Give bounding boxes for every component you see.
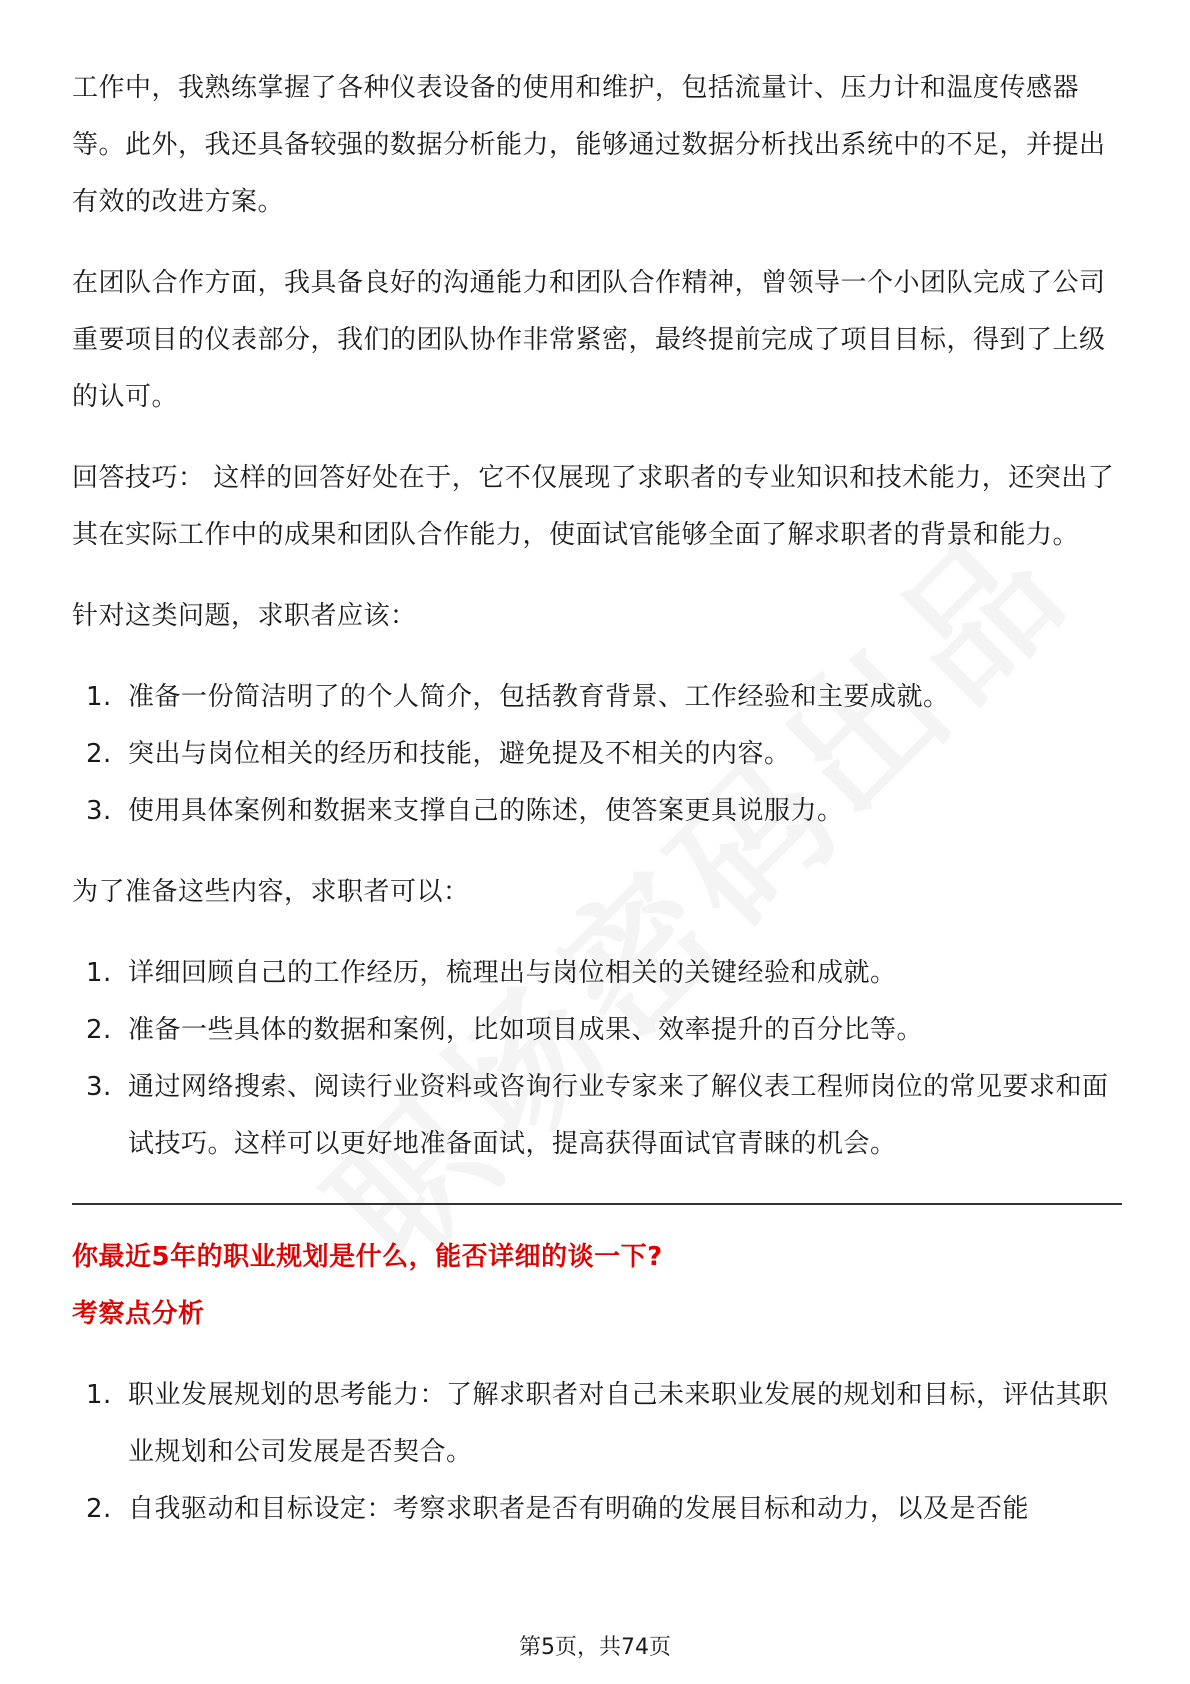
list-number: 1. — [86, 682, 112, 712]
page-footer: 第5页，共74页 — [519, 1635, 671, 1660]
list-text: 详细回顾自己的工作经历，梳理出与岗位相关的关键经验和成就。 — [128, 958, 897, 988]
list-number: 2. — [86, 739, 112, 769]
list-text: 突出与岗位相关的经历和技能，避免提及不相关的内容。 — [128, 739, 791, 769]
list-text: 自我驱动和目标设定：考察求职者是否有明确的发展目标和动力，以及是否能 — [128, 1494, 1030, 1524]
list-number: 1. — [86, 1380, 112, 1410]
list-number: 2. — [86, 1015, 112, 1045]
list-number: 3. — [86, 796, 112, 826]
paragraph-answer-tips: 回答技巧： 这样的回答好处在于，它不仅展现了求职者的专业知识和技术能力，还突出了其在实际工作中的成果和团队合作能力，使面试官能够全面了解求职者的背景和能力。 — [72, 463, 1115, 550]
page-content — [72, 60, 1122, 1562]
list-number: 3. — [86, 1072, 112, 1102]
list-prepare — [72, 945, 1122, 1173]
list-analysis — [72, 1367, 1122, 1538]
paragraph-teamwork: 在团队合作方面，我具备良好的沟通能力和团队合作精神，曾领导一个小团队完成了公司重要项目的仪表部分，我们的团队协作非常紧密，最终提前完成了项目目标，得到了上级的认可。 — [72, 268, 1106, 412]
list-text: 通过网络搜索、阅读行业资料或咨询行业专家来了解仪表工程师岗位的常见要求和面试技巧。这样可以更好地准备面试，提高获得面试官青睐的机会。 — [128, 1072, 1109, 1159]
list-item — [72, 1059, 1122, 1173]
list-text: 使用具体案例和数据来支撑自己的陈述，使答案更具说服力。 — [128, 796, 844, 826]
list-item — [72, 669, 1122, 726]
paragraph-should-intro: 针对这类问题，求职者应该： — [72, 601, 417, 631]
analysis-heading: 考察点分析 — [72, 1299, 205, 1329]
list-text: 职业发展规划的思考能力：了解求职者对自己未来职业发展的规划和目标，评估其职业规划和公司发展是否契合。 — [128, 1380, 1109, 1467]
paragraph-skills: 工作中，我熟练掌握了各种仪表设备的使用和维护，包括流量计、压力计和温度传感器等。此外，我还具备较强的数据分析能力，能够通过数据分析找出系统中的不足，并提出有效的改进方案。 — [72, 73, 1106, 217]
list-text: 准备一些具体的数据和案例，比如项目成果、效率提升的百分比等。 — [128, 1015, 924, 1045]
question-heading: 你最近5年的职业规划是什么，能否详细的谈一下? — [72, 1242, 663, 1272]
section-divider — [72, 1203, 1122, 1205]
list-number: 1. — [86, 958, 112, 988]
list-number: 2. — [86, 1494, 112, 1524]
list-item — [72, 945, 1122, 1002]
list-text: 准备一份简洁明了的个人简介，包括教育背景、工作经验和主要成就。 — [128, 682, 950, 712]
list-item — [72, 783, 1122, 840]
list-item — [72, 1481, 1122, 1538]
paragraph-prepare-intro: 为了准备这些内容，求职者可以： — [72, 877, 470, 907]
list-item — [72, 1002, 1122, 1059]
list-should — [72, 669, 1122, 840]
list-item — [72, 1367, 1122, 1481]
list-item — [72, 726, 1122, 783]
